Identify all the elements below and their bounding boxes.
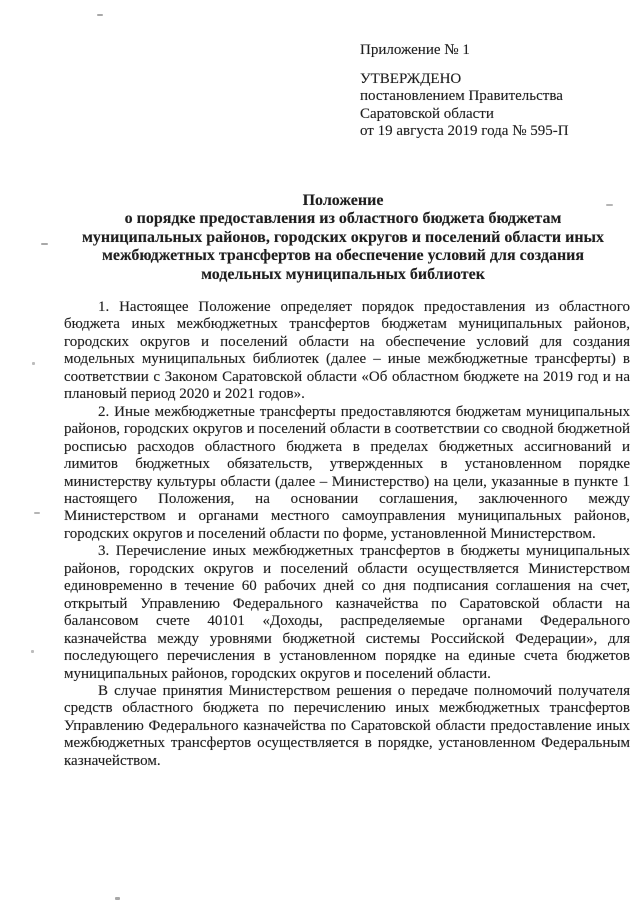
paragraph-3: 3. Перечисление иных межбюджетных трансфертов в бюджеты муниципальных районов, городских округов и поселений области осуществляется Министерством единовременно в течение 60 рабочих дней со дня подписания соглашения на счет, открытый Управлению Федерального казначейства по Саратовской области на балансовом счете 40101 «Доходы, распределяемые органами Федерального казначейства между уровнями бюджетной системы Российской Федерации», для последующего перечисления в установленном порядке на единые счета бюджетов муниципальных районов, городских округов и поселений области.: [64, 543, 630, 682]
scan-artifact: [97, 14, 103, 16]
title-line: о порядке предоставления из областного бюджета бюджетам: [124, 210, 562, 228]
paragraph-2: 2. Иные межбюджетные трансферты предоставляются бюджетам муниципальных районов, городских округов и поселений области в соответствии со сводной бюджетной росписью расходов областного бюджета в пределах бюджетных ассигнований и лимитов бюджетных обязательств, утвержденных в установленном порядке министерству культуры области (далее – Министерство) на цели, указанные в пункте 1 настоящего Положения, на основании соглашения, заключенного между Министерством и органами местного самоуправления муниципальных районов, городских округов и поселений области по форме, установленной Министерством.: [64, 403, 630, 542]
title-line: муниципальных районов, городских округов и поселений области иных: [81, 228, 605, 246]
scan-artifact: [32, 362, 35, 365]
scan-artifact: [41, 243, 48, 245]
approved-by-line: Саратовской области: [360, 105, 494, 122]
scan-artifact: [115, 897, 120, 900]
approval-block: [360, 42, 569, 141]
paragraph-4: В случае принятия Министерством решения о передаче полномочий получателя средств областного бюджета по перечислению иных межбюджетных трансфертов Управлению Федерального казначейства по Саратовской области предоставление иных межбюджетных трансфертов осуществляется в порядке, установленном Федеральным казначейством.: [64, 682, 630, 769]
scan-artifact: [606, 204, 613, 206]
document-body: [64, 299, 630, 770]
title-line: модельных муниципальных библиотек: [201, 265, 485, 283]
scan-artifact: [34, 512, 40, 514]
appendix-number: Приложение № 1: [360, 42, 470, 58]
approved-by-line: постановлением Правительства: [360, 88, 563, 104]
approved-label: УТВЕРЖДЕНО: [360, 70, 462, 87]
title-line: межбюджетных трансфертов на обеспечение условий для создания: [101, 247, 585, 265]
paragraph-1: 1. Настоящее Положение определяет порядок предоставления из областного бюджета иных межбюджетных трансфертов бюджетам муниципальных районов, городских округов и поселений области на обеспечение условий для создания модельных муниципальных библиотек (далее – иные межбюджетные трансферты) в соответствии с Законом Саратовской области «Об областном бюджете на 2019 год и на плановый период 2020 и 2021 годов».: [64, 299, 630, 403]
approved-date-number: от 19 августа 2019 года № 595-П: [360, 123, 569, 139]
title-line: Положение: [302, 192, 384, 209]
document-title: [56, 192, 630, 284]
scan-artifact: [31, 650, 34, 653]
